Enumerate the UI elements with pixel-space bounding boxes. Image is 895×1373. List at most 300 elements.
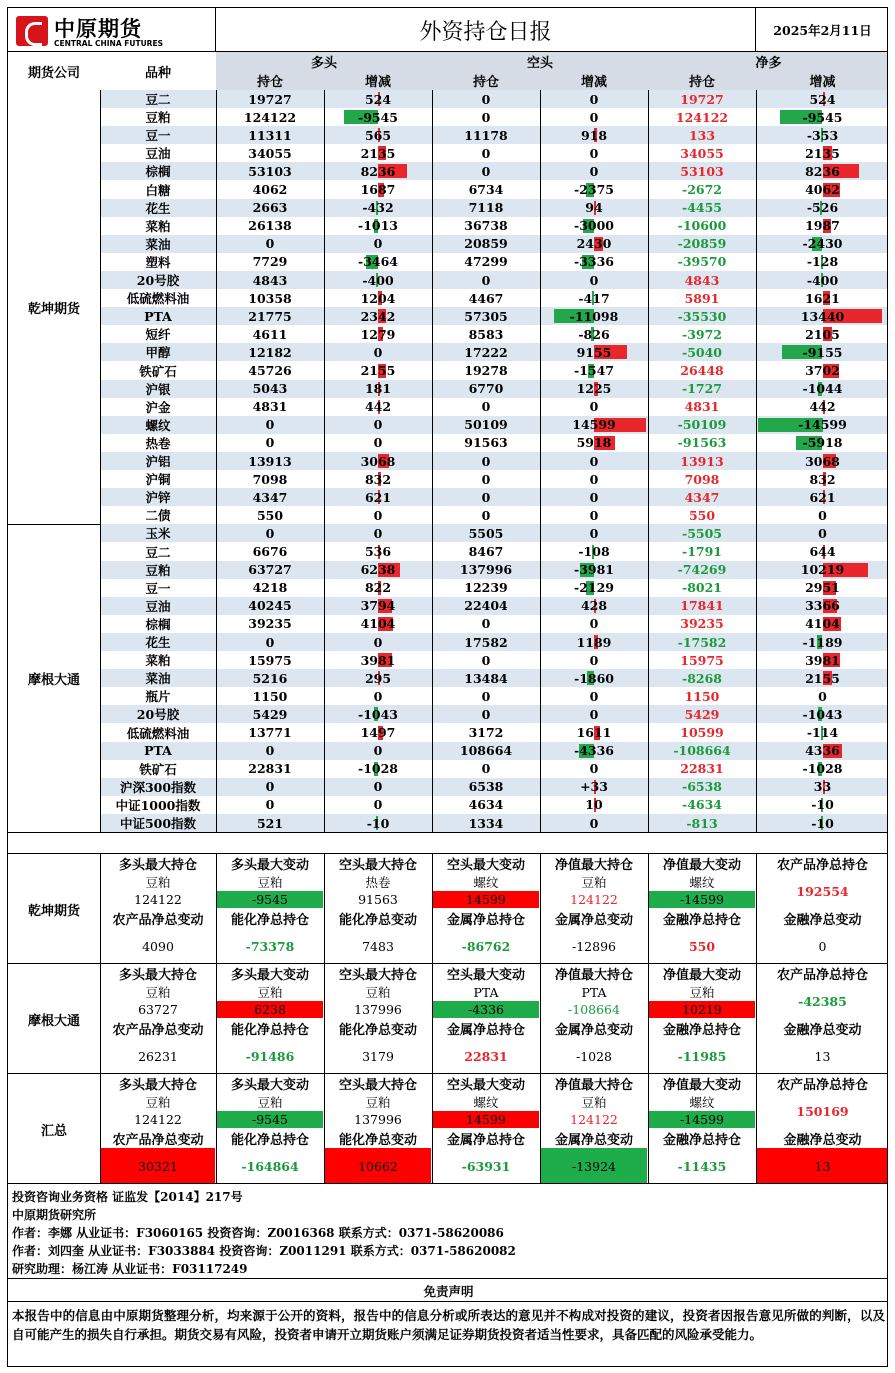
summary-header: 多头最大变动 [230,858,309,873]
cell-value: -3981 [574,562,614,578]
summary-value-box [756,1038,888,1074]
cell-lc [324,126,432,144]
cell-value: 1497 [360,725,396,741]
cell-nc [756,235,888,253]
cell-lc [324,579,432,597]
cell-value: 442 [364,399,392,415]
cell-lc [324,162,432,180]
summary-value-box [432,928,540,964]
cell-value: 50109 [464,417,508,433]
summary-value: 14599 [466,892,506,907]
table-row [100,687,888,705]
cell-value: 1621 [805,290,840,306]
product-label: 豆粕 [145,562,171,578]
summary-header: 空头最大持仓 [338,968,417,983]
cell-value: 13484 [464,670,508,686]
summary-value: 4090 [142,938,174,954]
table-row [100,108,888,126]
summary-value-box [324,983,432,1019]
cell-value: 4218 [252,580,288,596]
cell-nh [648,253,756,271]
cell-value: 0 [481,706,491,722]
cell-value: 5429 [252,706,288,722]
summary-product: PTA [473,984,499,1000]
table-row [100,289,888,307]
cell-lh [216,796,324,814]
summary-value-box [100,1093,216,1129]
summary-header: 农产品净总持仓 [776,858,868,873]
cell-nh [648,217,756,235]
cell-value: 644 [809,544,836,560]
cell-value: 0 [481,399,491,415]
cell-value: 5429 [684,706,720,722]
cell-nh [648,615,756,633]
cell-value: 0 [589,815,599,831]
cell-lh [216,217,324,235]
cell-sh [432,90,540,108]
cell-sh [432,144,540,162]
cell-sh [432,181,540,199]
summary-value-box [216,928,324,964]
cell-nh [648,669,756,687]
summary-value-box [648,983,756,1019]
cell-value: 1225 [576,381,612,397]
cell-lc [324,108,432,126]
cell-value: 0 [481,652,491,668]
product-name [100,579,216,597]
cell-value: 39235 [680,616,724,632]
cell-lh [216,235,324,253]
cell-nh [648,470,756,488]
cell-sh [432,561,540,579]
table-row [100,325,888,343]
cell-value: 14599 [572,417,616,433]
cell-value: 19727 [248,91,292,107]
summary-header: 净值最大持仓 [554,968,633,983]
cell-sh [432,307,540,325]
cell-value: 4104 [360,616,396,632]
cell-value: 1334 [468,815,504,831]
summary-header: 金融净总持仓 [662,1133,741,1148]
cell-value: 12239 [464,580,508,596]
cell-value: 0 [265,743,275,759]
cell-value: 442 [809,399,836,415]
cell-nc [756,669,888,687]
cell-value: 22404 [464,598,508,614]
cell-sc [540,470,648,488]
product-label: 豆二 [145,92,171,108]
product-name [100,380,216,398]
cell-value: -2375 [574,182,614,198]
product-name [100,506,216,524]
product-name [100,126,216,144]
cell-value: 26138 [248,218,292,234]
summary-value: 137996 [354,1112,402,1127]
cell-value: 6770 [468,381,504,397]
cell-sh [432,199,540,217]
cell-nh [648,687,756,705]
cell-sh [432,235,540,253]
cell-value: 40245 [248,598,292,614]
cell-sh [432,669,540,687]
cell-value: 621 [809,489,836,505]
cell-value: -1044 [802,381,843,397]
summary-value-box [432,1038,540,1074]
product-label: 沪金 [145,399,171,415]
cell-value: -108 [578,544,610,560]
table-row [100,162,888,180]
summary-value: -12896 [572,938,616,954]
cell-value: -9545 [358,109,398,125]
summary-product: 豆粕 [581,1095,607,1110]
cell-value: -1189 [802,634,843,650]
summary-value: 550 [688,938,716,954]
col-long-hold: 持仓 [216,71,324,90]
cell-value: 137996 [459,562,513,578]
cell-value: 0 [589,489,599,505]
cell-value: 0 [589,525,599,541]
cell-value: 53103 [248,163,292,179]
cell-sh [432,760,540,778]
summary-value: 150169 [796,1103,849,1119]
cell-value: +33 [580,779,608,795]
cell-value: 4831 [252,399,288,415]
cell-nh [648,506,756,524]
summary-value: 63727 [138,1002,178,1017]
table-row [100,633,888,651]
cell-nh [648,760,756,778]
summary-header: 能化净总持仓 [230,1133,309,1148]
summary-value: -91486 [245,1048,295,1064]
cell-nc [756,724,888,742]
product-name [100,235,216,253]
summary-value-box [648,873,756,909]
summary-value: 137996 [354,1002,402,1017]
cell-lh [216,579,324,597]
cell-sh [432,524,540,542]
cell-value: 565 [364,127,392,143]
product-label: 20号胶 [136,707,180,723]
cell-sh [432,253,540,271]
cell-nh [648,742,756,760]
cell-sh [432,633,540,651]
cell-lh [216,108,324,126]
product-name [100,199,216,217]
cell-value: -91563 [677,435,727,451]
cell-value: -432 [362,200,394,216]
cell-value: 2342 [360,308,396,324]
cell-nh [648,814,756,832]
cell-lc [324,651,432,669]
product-name [100,144,216,162]
product-label: 沪铜 [145,472,171,488]
cell-nh [648,796,756,814]
table-row [100,488,888,506]
cell-lc [324,90,432,108]
cell-nc [756,162,888,180]
cell-value: 11311 [248,127,292,143]
cell-value: 3366 [805,598,840,614]
cell-value: 1189 [576,634,612,650]
product-name [100,343,216,361]
summary-product: 豆粕 [145,1095,171,1110]
cell-value: -108664 [673,743,731,759]
cell-nh [648,633,756,651]
summary-product: 豆粕 [145,875,171,890]
cell-sc [540,543,648,561]
cell-sc [540,325,648,343]
cell-value: 0 [589,761,599,777]
cell-value: 2951 [805,580,840,596]
cell-value: 19278 [464,363,508,379]
product-label: 豆一 [145,580,171,596]
cell-value: 0 [818,507,827,523]
cell-nh [648,181,756,199]
cell-nc [756,416,888,434]
summary-value: -73378 [245,938,295,954]
summary-header: 金融净总变动 [783,913,862,928]
cell-lc [324,398,432,416]
product-name [100,760,216,778]
cell-value: -3000 [574,218,614,234]
summary-value-box [216,873,324,909]
cell-sh [432,325,540,343]
product-name [100,615,216,633]
cell-value: 428 [580,598,608,614]
summary-value: 124122 [134,892,182,907]
table-row [100,615,888,633]
summary-header: 净值最大持仓 [554,858,633,873]
summary-company: 汇总 [40,1123,67,1139]
summary-header: 金属净总持仓 [446,1133,525,1148]
cell-sc [540,796,648,814]
cell-value: -1043 [802,706,843,722]
cell-sc [540,687,648,705]
cell-value: -2129 [574,580,614,596]
product-label: 豆油 [145,598,171,614]
cell-value: 832 [364,471,392,487]
cell-sc [540,669,648,687]
product-label: 白糖 [145,182,171,198]
cell-value: -4336 [574,743,614,759]
table-row [100,307,888,325]
cell-nc [756,579,888,597]
cell-lc [324,687,432,705]
cell-value: 4062 [805,182,840,198]
cell-value: 621 [364,489,392,505]
cell-nc [756,633,888,651]
cell-nh [648,144,756,162]
cell-nh [648,724,756,742]
summary-header: 农产品净总变动 [112,1023,204,1038]
product-name [100,796,216,814]
summary-value: 91563 [358,892,398,907]
summary-header: 金融净总持仓 [662,1023,741,1038]
cell-nh [648,651,756,669]
table-row [100,579,888,597]
cell-value: 7098 [684,471,720,487]
col-long-change: 增减 [324,71,432,90]
summary-value-box [540,928,648,964]
product-label: 玉米 [145,526,171,542]
cell-value: -3972 [682,326,722,342]
cell-nc [756,796,888,814]
summary-value-box [540,1038,648,1074]
cell-sc [540,778,648,796]
cell-value: 0 [373,236,383,252]
cell-lh [216,181,324,199]
cell-value: 108664 [459,743,513,759]
product-name [100,488,216,506]
cell-lc [324,524,432,542]
cell-nh [648,307,756,325]
cell-value: -6538 [682,779,722,795]
summary-value-box [324,1093,432,1129]
cell-nh [648,380,756,398]
cell-value: -9155 [802,344,843,360]
table-row [100,506,888,524]
cell-value: 0 [481,109,491,125]
table-row [100,181,888,199]
cell-nc [756,325,888,343]
cell-value: 0 [481,91,491,107]
cell-lh [216,253,324,271]
summary-header: 净值最大变动 [662,858,741,873]
cell-lc [324,633,432,651]
cell-value: 6734 [468,182,504,198]
cell-value: -1727 [682,381,722,397]
product-label: 菜粕 [145,218,171,234]
cell-sh [432,416,540,434]
cell-value: -9545 [802,109,843,125]
cell-value: 3794 [360,598,396,614]
product-label: 豆粕 [145,110,171,126]
cell-value: 2105 [805,326,840,342]
cell-nh [648,778,756,796]
cell-nh [648,289,756,307]
cell-sc [540,742,648,760]
product-label: 菜油 [145,671,171,687]
cell-nc [756,488,888,506]
cell-value: 5216 [252,670,288,686]
cell-value: -1043 [358,706,398,722]
cell-value: 124122 [675,109,729,125]
table-row [100,452,888,470]
summary-header: 多头最大变动 [230,1078,309,1093]
cell-sc [540,181,648,199]
cell-sc [540,235,648,253]
cell-sh [432,651,540,669]
summary-value: 192554 [796,883,849,899]
product-name [100,271,216,289]
product-label: 低硫燃料油 [126,725,190,741]
product-label: 菜油 [145,236,171,252]
summary-value-box [324,928,432,964]
cell-value: -8021 [682,580,722,596]
summary-value-box [100,873,216,909]
cell-value: 6238 [360,562,396,578]
summary-value: 10219 [682,1002,722,1017]
table-row [100,724,888,742]
cell-value: 0 [481,471,491,487]
cell-lh [216,651,324,669]
table-row [100,524,888,542]
summary-value-box [540,1093,648,1129]
table-row [100,778,888,796]
cell-lc [324,271,432,289]
product-name [100,742,216,760]
product-name [100,524,216,542]
cell-lh [216,488,324,506]
cell-value: 15975 [248,652,292,668]
cell-value: -17582 [677,634,727,650]
cell-sc [540,217,648,235]
cell-nh [648,416,756,434]
cell-value: 0 [265,797,275,813]
cell-value: -4634 [682,797,722,813]
summary-header: 金属净总变动 [554,1023,633,1038]
cell-lc [324,362,432,380]
cell-nh [648,705,756,723]
summary-value: 124122 [134,1112,182,1127]
product-name [100,253,216,271]
product-name [100,398,216,416]
cell-sh [432,108,540,126]
summary-value-box [756,873,888,909]
cell-value: 7729 [252,254,288,270]
cell-sh [432,289,540,307]
cell-nh [648,162,756,180]
footer-author-2: 作者：刘四奎 从业证书：F3033884 投资咨询：Z0011291 联系方式：0371-58620082 [12,1244,516,1258]
cell-value: 2135 [805,145,840,161]
cell-nh [648,524,756,542]
table-row [100,760,888,778]
cell-value: 53103 [680,163,724,179]
cell-value: 822 [364,580,392,596]
disclaimer-text: 本报告中的信息由中原期货整理分析，均来源于公开的资料，报告中的信息分析或所表达的意见并不构成对投资的建议，投资者因报告意见所做的判断，以及自可能产生的损失自行承担。期货交易有风险，投资者申请开立期货账户须满足证券期货投资者适当性要求，具备匹配的风险承受能力。 [12,1308,885,1342]
cell-lh [216,380,324,398]
cell-value: -1028 [802,761,843,777]
table-row [100,271,888,289]
summary-product: 螺纹 [473,1095,499,1110]
summary-header: 金融净总持仓 [662,913,741,928]
summary-product: 热卷 [365,875,391,890]
cell-value: 2135 [360,145,396,161]
cell-lh [216,144,324,162]
table-row [100,705,888,723]
cell-value: 7118 [468,200,504,216]
summary-block [8,854,888,964]
summary-value: -108664 [568,1002,620,1017]
cell-value: 4104 [805,616,840,632]
cell-lh [216,687,324,705]
cell-lh [216,524,324,542]
cell-value: -11098 [569,308,619,324]
cell-value: 11178 [464,127,508,143]
product-name [100,470,216,488]
cell-sh [432,615,540,633]
product-label: 棕榈 [145,164,171,180]
cell-lc [324,597,432,615]
cell-value: 13440 [800,308,845,324]
product-label: 热卷 [145,435,171,451]
summary-value-box [540,873,648,909]
product-name [100,108,216,126]
summary-value: 13 [814,1048,831,1064]
summary-value: 124122 [570,1112,618,1127]
cell-nc [756,398,888,416]
summary-value-box [756,928,888,964]
